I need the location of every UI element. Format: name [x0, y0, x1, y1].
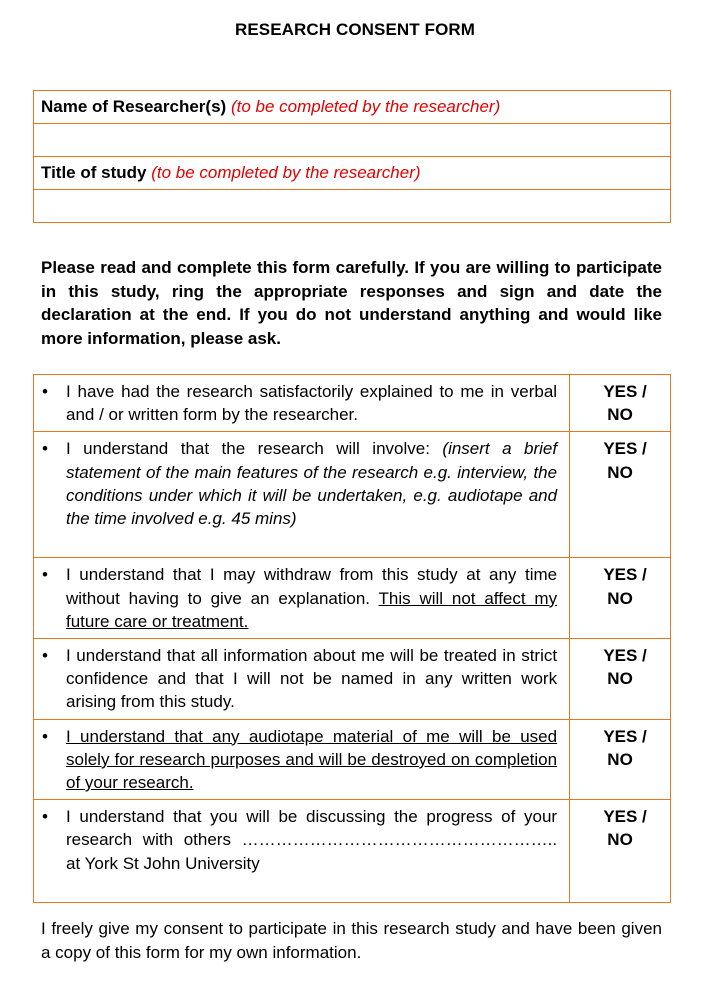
consent-row [34, 375, 671, 432]
yes-option[interactable]: YES / [603, 565, 647, 585]
statement-underlined-text: This will not affect my future care or treatment. [66, 588, 558, 631]
yes-no-cell[interactable] [570, 719, 671, 800]
researcher-name-label-cell [34, 91, 671, 124]
study-title-field[interactable] [34, 190, 671, 223]
yes-no-cell[interactable] [570, 639, 671, 720]
yes-option[interactable]: YES / [603, 646, 647, 666]
statement-underlined-text: I understand that any audiotape material of me will be used solely for research purposes and will be destroyed on completion of your research. [66, 726, 558, 793]
instructions-paragraph: Please read and complete this form carefully. If you are willing to participate in this study, ring the appropriate responses and sign and date the declaration at the end. If you do not understand anything and would like more information, please ask. [41, 258, 662, 348]
no-option[interactable]: NO [607, 405, 633, 425]
bullet-icon: • [42, 382, 48, 401]
form-title: RESEARCH CONSENT FORM [234, 20, 476, 39]
study-title-note: (to be completed by the researcher) [151, 163, 421, 182]
yes-no-cell[interactable] [570, 432, 671, 558]
statement-cell [34, 800, 570, 903]
bullet-icon: • [42, 646, 48, 666]
no-option[interactable]: NO [607, 830, 633, 850]
yes-no-cell[interactable] [570, 558, 671, 639]
statement-cell [34, 375, 570, 432]
statement-cell [34, 432, 570, 558]
consent-row [34, 800, 671, 903]
yes-no-cell[interactable] [570, 800, 671, 903]
statement-italic-note: (insert a brief statement of the main features of the research e.g. interview, the conditions under which it will be undertaken, e.g. audiotape and the time involved e.g. 45 mins) [66, 439, 558, 529]
consent-row [34, 719, 671, 800]
statement-text: I understand that you will be discussing the progress of your research with others ……………………………………………….. at York St John University [66, 807, 558, 873]
statement-text: I understand that I may withdraw from this study at any time without having to give an explanation. [66, 565, 558, 608]
yes-option[interactable]: YES / [603, 382, 647, 401]
consent-row [34, 432, 671, 558]
statement-cell [34, 558, 570, 639]
consent-declaration: I freely give my consent to participate in this research study and have been given a copy of this form for my own information. [41, 919, 662, 962]
bullet-icon: • [42, 439, 48, 459]
no-option[interactable]: NO [607, 462, 633, 482]
researcher-name-label: Name of Researcher(s) [41, 97, 227, 116]
bullet-icon: • [42, 565, 48, 585]
statement-cell [34, 639, 570, 720]
study-title-label-cell [34, 157, 671, 190]
yes-option[interactable]: YES / [603, 807, 647, 827]
study-title-label: Title of study [41, 163, 147, 182]
statement-text: I understand that the research will involve: [66, 439, 443, 459]
statement-text: I have had the research satisfactorily explained to me in verbal and / or written form by the researcher. [66, 382, 558, 425]
bullet-icon: • [42, 726, 48, 746]
no-option[interactable]: NO [607, 669, 633, 689]
researcher-name-field[interactable] [34, 124, 671, 157]
consent-statements-table [33, 374, 671, 903]
yes-option[interactable]: YES / [603, 439, 647, 459]
no-option[interactable]: NO [607, 749, 633, 769]
researcher-name-note: (to be completed by the researcher) [230, 97, 501, 116]
no-option[interactable]: NO [607, 588, 633, 608]
yes-option[interactable]: YES / [603, 726, 647, 746]
bullet-icon: • [42, 807, 48, 827]
consent-row [34, 639, 671, 720]
statement-text: I understand that all information about me will be treated in strict confidence and that I will not be named in any written work arising from this study. [66, 646, 558, 712]
statement-cell [34, 719, 570, 800]
consent-row [34, 558, 671, 639]
yes-no-cell[interactable] [570, 375, 671, 432]
study-info-table [33, 90, 671, 223]
